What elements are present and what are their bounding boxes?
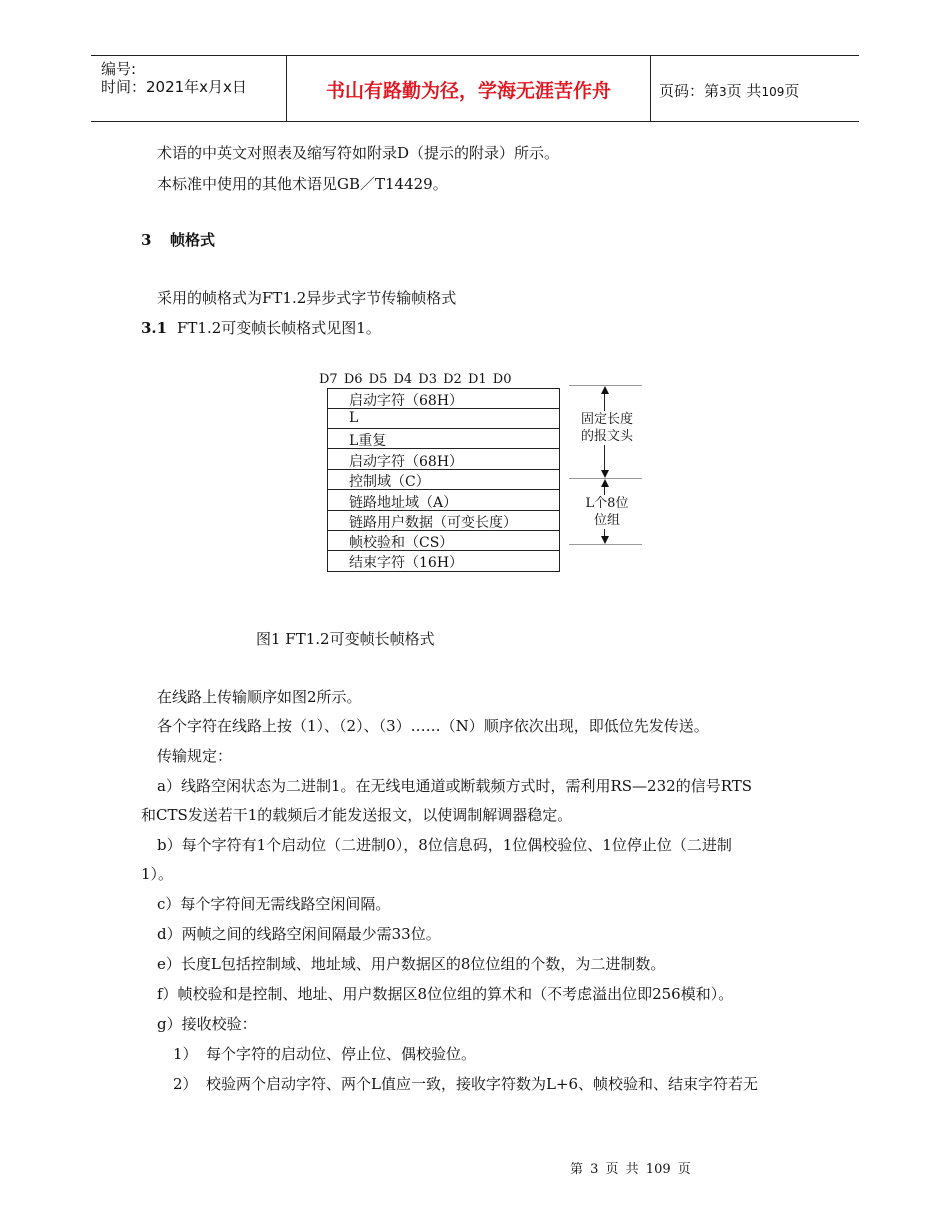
- arrow-up-icon: [601, 479, 609, 487]
- rule-g2-text: 校验两个启动字符、两个L值应一致，接收字符数为L+6、帧校验和、结束字符若无: [206, 1075, 759, 1093]
- rule-f: f）帧校验和是控制、地址、用户数据区8位位组的算术和（不考虑溢出位即256模和）。: [157, 985, 734, 1003]
- page-prefix: 页码：第: [659, 82, 720, 100]
- page-mid: 页 共: [726, 82, 762, 100]
- subsection-number: 3.1: [141, 319, 168, 337]
- subsection-text: FT1.2可变帧长帧格式见图1。: [177, 319, 381, 337]
- frame-row-label: 链路用户数据（可变长度）: [349, 515, 517, 531]
- figure-caption: 图1 FT1.2可变帧长帧格式: [256, 630, 435, 648]
- frame-row-label: 控制域（C）: [349, 474, 430, 490]
- section-number: 3: [141, 231, 152, 249]
- header-top-rule: [91, 55, 859, 56]
- paragraph-terms-appendix: 术语的中英文对照表及缩写符如附录D（提示的附录）所示。: [157, 144, 560, 162]
- rule-a-line2: 和CTS发送若干1的载频后才能发送报文，以使调制解调器稳定。: [141, 806, 573, 824]
- arrow-up-icon: [601, 386, 609, 394]
- rule-g1-number: 1）: [173, 1045, 198, 1063]
- rule-b-line1: b）每个字符有1个启动位（二进制0），8位信息码，1位偶校验位、1位停止位（二进制: [157, 836, 732, 854]
- rule-a-line1: a）线路空闲状态为二进制1。在无线电通道或断载频方式时，需利用RS—232的信号RTS: [157, 777, 753, 795]
- frame-row-label: L重复: [349, 433, 387, 449]
- figure-bit-labels: D7 D6 D5 D4 D3 D2 D1 D0: [319, 372, 512, 387]
- frame-row: [328, 450, 559, 470]
- page-footer: 第 3 页 共 109 页: [570, 1162, 691, 1177]
- doc-time-label: 时间：2021年x月x日: [101, 78, 247, 96]
- page-suffix: 页: [784, 82, 800, 100]
- paragraph-rules-heading: 传输规定：: [157, 747, 233, 765]
- rule-c: c）每个字符间无需线路空闲间隔。: [157, 895, 391, 913]
- frame-row: [328, 389, 559, 409]
- frame-row: [328, 531, 559, 551]
- header-page-info: [659, 80, 799, 101]
- rule-d: d）两帧之间的线路空闲间隔最少需33位。: [157, 925, 441, 943]
- header-divider-right: [650, 55, 651, 121]
- frame-row: [328, 409, 559, 429]
- header-bottom-rule: [91, 121, 859, 122]
- frame-row-label: 启动字符（68H）: [349, 454, 464, 470]
- frame-row-label: 启动字符（68H）: [349, 393, 464, 409]
- arrow-down-icon: [601, 536, 609, 544]
- rule-e: e）长度L包括控制域、地址域、用户数据区的8位位组的个数，为二进制数。: [157, 955, 666, 973]
- label-variable-octets: [576, 495, 638, 529]
- frame-row-label: 帧校验和（CS）: [349, 535, 454, 551]
- rule-b-line2: 1）。: [141, 865, 174, 883]
- annotation-rule-bottom: [569, 544, 642, 545]
- label-fixed-line2: 的报文头: [580, 429, 633, 444]
- label-var-line1: L个8位: [585, 496, 629, 511]
- page-number: 3: [719, 85, 727, 99]
- frame-row: [328, 470, 559, 490]
- paragraph-frame-format: 采用的帧格式为FT1.2异步式字节传输帧格式: [157, 289, 457, 307]
- label-fixed-line1: 固定长度: [580, 412, 633, 427]
- label-var-line2: 位组: [593, 513, 620, 528]
- frame-row-label: 链路地址域（A）: [349, 495, 458, 511]
- frame-row-label: L: [349, 410, 359, 426]
- paragraph-other-terms: 本标准中使用的其他术语见GB／T14429。: [157, 175, 448, 193]
- page-total: 109: [761, 85, 785, 99]
- rule-g2-number: 2）: [173, 1075, 198, 1093]
- arrow-down-icon: [601, 470, 609, 478]
- paragraph-transfer-order: 在线路上传输顺序如图2所示。: [157, 688, 362, 706]
- rule-g1-text: 每个字符的启动位、停止位、偶校验位。: [206, 1045, 477, 1063]
- frame-row-label: 结束字符（16H）: [349, 555, 464, 571]
- frame-row: [328, 429, 559, 449]
- paragraph-char-sequence: 各个字符在线路上按（1）、（2）、（3）……（N）顺序依次出现，即低位先发传送。: [157, 717, 709, 735]
- frame-row: [328, 491, 559, 511]
- doc-number-label: 编号:: [101, 60, 137, 78]
- section-title: 帧格式: [170, 231, 216, 249]
- label-fixed-header: [576, 411, 638, 445]
- frame-row: [328, 551, 559, 571]
- frame-format-table: [327, 388, 560, 572]
- header-motto: 书山有路勤为径，学海无涯苦作舟: [325, 80, 611, 102]
- frame-row: [328, 511, 559, 531]
- rule-g: g）接收校验：: [157, 1015, 257, 1033]
